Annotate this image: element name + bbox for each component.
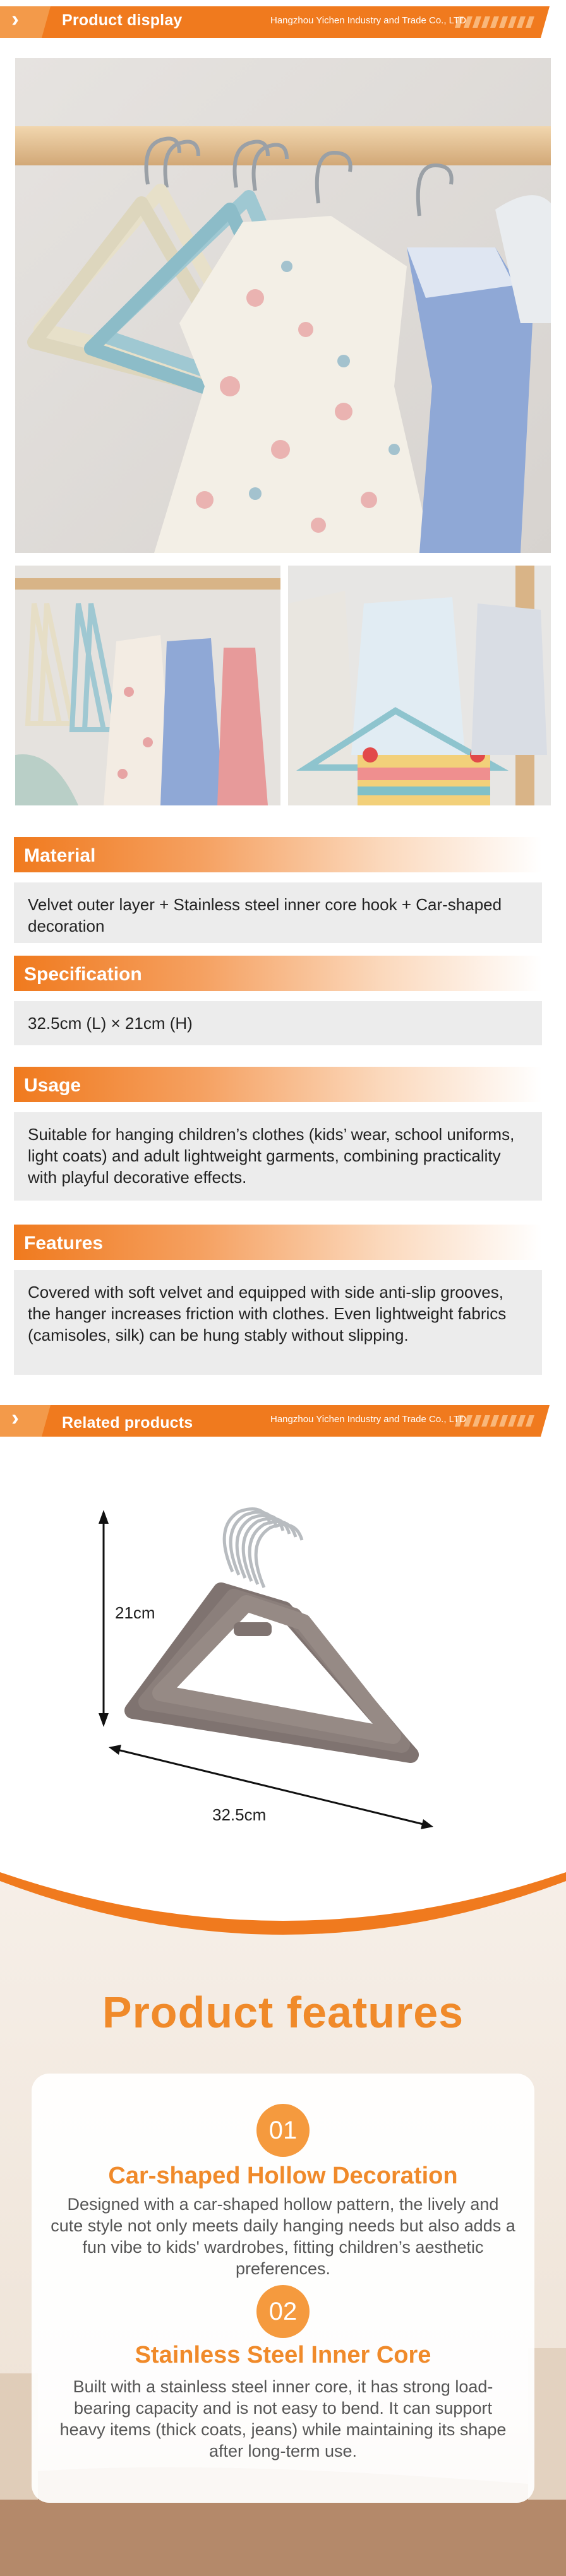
feature-title-1: Car-shaped Hollow Decoration (108, 2163, 458, 2189)
usage-heading (14, 1067, 542, 1102)
material-text: Velvet outer layer + Stainless steel inner core hook + Car-shaped decoration (28, 895, 502, 935)
feature-text-2: Built with a stainless steel inner core, it has strong load-bearing capacity and is not easy to bend. It can support heavy items (thick coats, jeans) while maintaining its shape after long-term use. (59, 2377, 507, 2460)
usage-box (14, 1112, 542, 1201)
material-box (14, 882, 542, 943)
banner-title: Product display (62, 11, 183, 29)
product-features-title: Product features (102, 1988, 464, 2037)
banner-related-products (0, 1401, 566, 1440)
specification-heading (14, 956, 542, 991)
features-label: Features (24, 1233, 104, 1254)
specification-box (14, 1001, 542, 1045)
feature-title-2: Stainless Steel Inner Core (135, 2342, 431, 2368)
banner-product-display (0, 3, 566, 42)
product-photo-left (15, 566, 280, 805)
features-box (14, 1270, 542, 1375)
specification-text: 32.5cm (L) × 21cm (H) (28, 1014, 193, 1033)
feature-number-1: 01 (256, 2104, 310, 2157)
hanger-dimension-diagram (76, 1496, 480, 1849)
heading-bar (14, 1067, 542, 1102)
company-name: Hangzhou Yichen Industry and Trade Co., LTD (270, 1414, 466, 1425)
material-label: Material (24, 845, 96, 866)
banner-title: Related products (62, 1414, 193, 1432)
chevron-right-icon: › (11, 1404, 19, 1430)
feature-text-1: Designed with a car-shaped hollow pattern, the lively and cute style not only meets daily hanging needs but also adds a fun vibe to kids' wardrobes, fitting children’s aesthetic preferences. (51, 2195, 515, 2278)
length-label: 32.5cm (212, 1805, 267, 1824)
features-text: Covered with soft velvet and equipped with side anti-slip grooves, the hanger increases friction with clothes. Even lightweight fabrics (camisoles, silk) can be hung stably without slipping. (28, 1283, 507, 1344)
usage-text: Suitable for hanging children’s clothes (kids’ wear, school uniforms, light coats) and adult lightweight garments, combining practicality with playful decorative effects. (28, 1125, 515, 1187)
height-label: 21cm (115, 1603, 155, 1622)
chevron-right-icon: › (11, 6, 19, 32)
features-heading (14, 1225, 542, 1260)
usage-label: Usage (24, 1075, 81, 1096)
feature-number-2: 02 (256, 2285, 310, 2338)
material-heading (14, 837, 542, 872)
company-name: Hangzhou Yichen Industry and Trade Co., LTD (270, 15, 466, 26)
product-photo-main (15, 58, 551, 553)
specification-label: Specification (24, 964, 142, 985)
product-photo-right (288, 566, 551, 805)
